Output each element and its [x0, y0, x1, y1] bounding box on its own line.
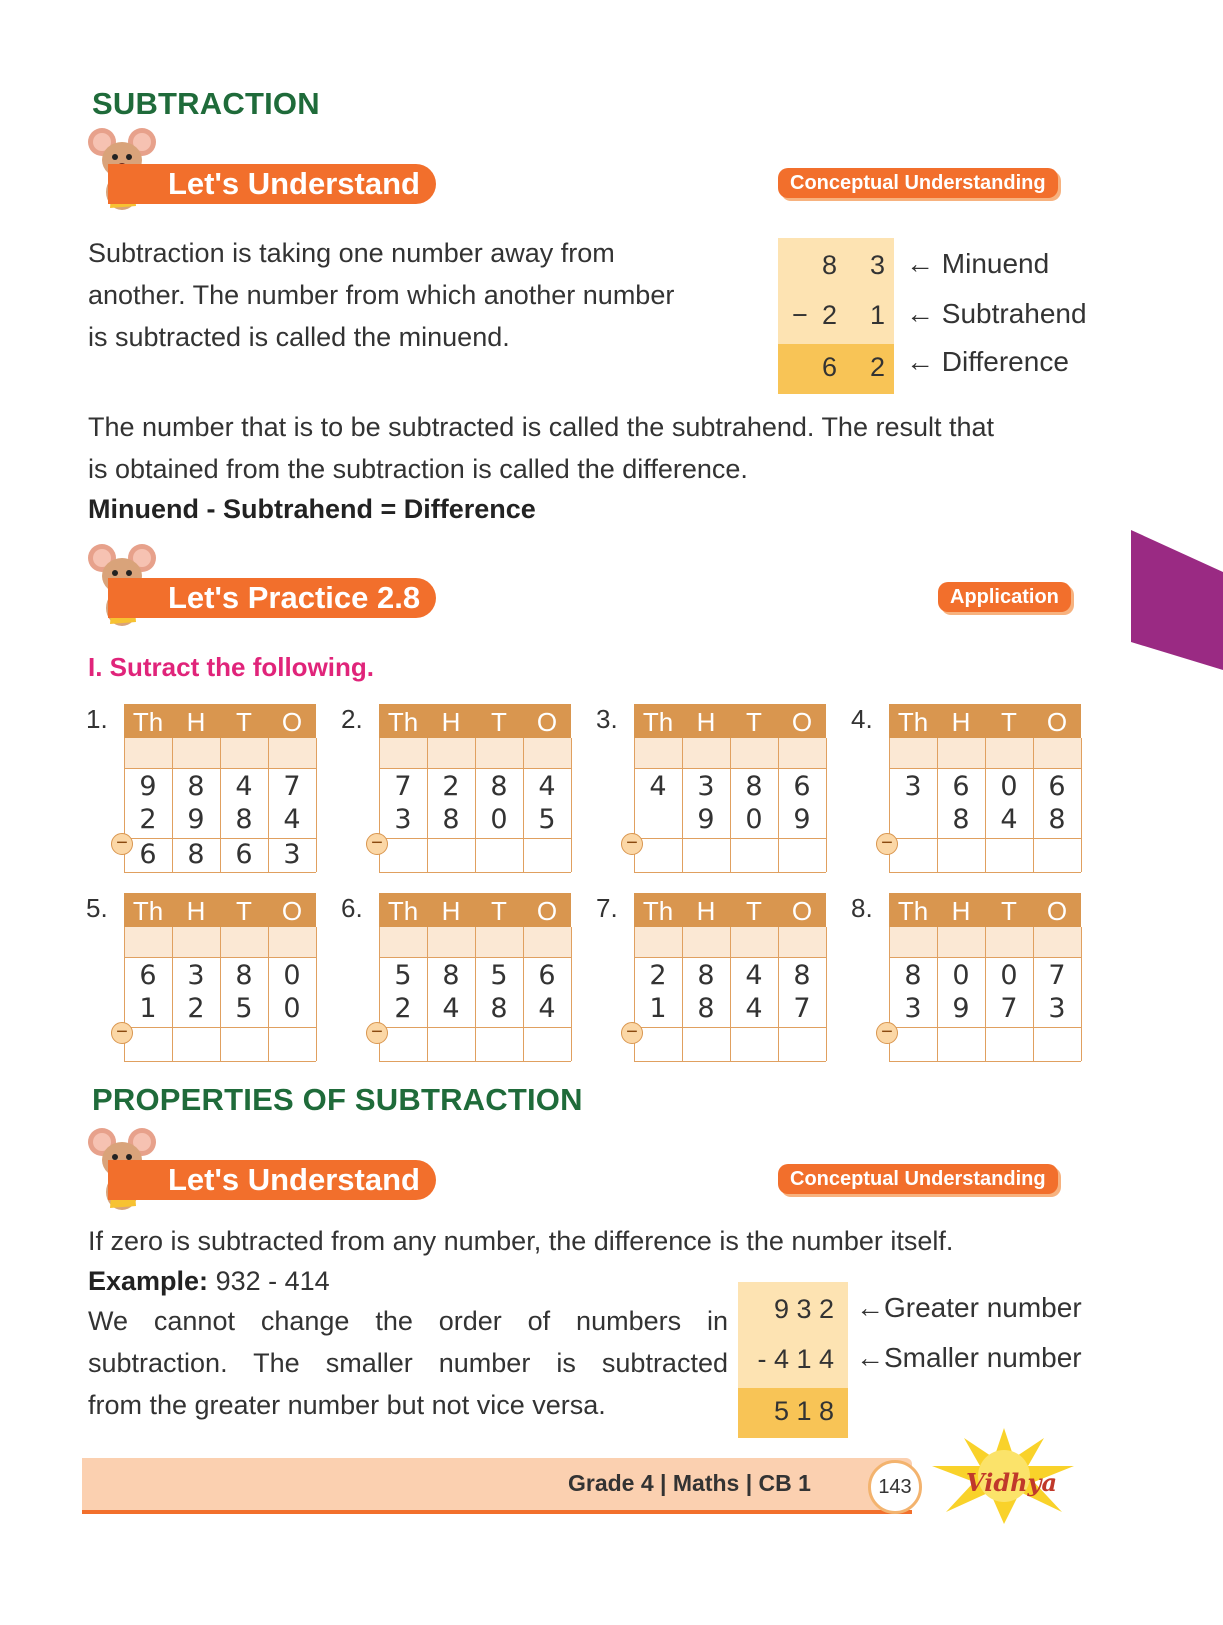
digit-cell: 0 [283, 993, 301, 1024]
grid-line [889, 1061, 1081, 1062]
difference-label: ← Difference [906, 346, 1069, 377]
problem-number: 8. [851, 893, 873, 923]
answer-cell[interactable] [427, 1027, 475, 1061]
grid-line [124, 872, 316, 873]
subtrahend-label: ← Subtrahend [906, 298, 1087, 329]
digit-cell: 7 [394, 771, 412, 802]
place-value-grid [371, 704, 571, 872]
order-example-box: 9 3 2 - 4 1 4 5 1 8 [738, 1282, 848, 1438]
grid-header [124, 893, 316, 927]
digit-cell: 7 [1000, 993, 1018, 1024]
grid-header-cell: H [186, 707, 206, 737]
grid-line [889, 872, 1081, 873]
answer-cell[interactable] [778, 1027, 826, 1061]
lets-practice-banner: Let's Practice 2.8 [108, 578, 436, 618]
definition-paragraph: The number that is to be subtracted is called the subtrahend. The result that is obtained from the subtraction is called the difference. [88, 412, 995, 484]
digit-cell: 8 [697, 993, 715, 1024]
minus-sign-icon: − [111, 1022, 133, 1044]
digit-cell: 0 [1000, 960, 1018, 991]
grid-header-cell: H [951, 896, 971, 926]
grid-line [379, 872, 571, 873]
grid-line [316, 927, 317, 1061]
answer-cell[interactable] [220, 1027, 268, 1061]
grid-line [379, 768, 571, 769]
digit-cell: 6 [139, 960, 157, 991]
side-tab [1131, 530, 1223, 670]
minuend-label: ← Minuend [906, 248, 1050, 279]
digit-cell: 6 [952, 771, 970, 802]
digit-cell: 5 [538, 804, 556, 835]
minus-sign-icon: − [621, 833, 643, 855]
grid-header-cell: Th [642, 707, 674, 737]
grid-header-cell: Th [132, 896, 164, 926]
answer-cell[interactable] [985, 1027, 1033, 1061]
answer-cell[interactable]: 8 [187, 839, 205, 870]
answer-cell[interactable]: 3 [283, 839, 301, 870]
digit-cell: 9 [793, 804, 811, 835]
grid-header-cell: H [186, 896, 206, 926]
grid-header-cell: Th [897, 707, 929, 737]
grid-header-cell: T [746, 896, 762, 926]
lets-understand-banner: Let's Understand [108, 164, 436, 204]
answer-cell[interactable] [937, 1027, 985, 1061]
digit-cell: 9 [139, 771, 157, 802]
page-number: 143 [868, 1460, 922, 1514]
grid-line [826, 927, 827, 1061]
digit-cell: 8 [745, 771, 763, 802]
grid-header-cell: O [791, 707, 813, 737]
digit-cell: 2 [649, 960, 667, 991]
grid-header-cell: Th [132, 707, 164, 737]
answer-cell[interactable] [730, 1027, 778, 1061]
problem-number: 2. [341, 704, 363, 734]
grid-line [889, 768, 1081, 769]
digit-cell: 6 [793, 771, 811, 802]
section-title-properties: PROPERTIES OF SUBTRACTION [92, 1082, 583, 1117]
grid-line [826, 738, 827, 872]
digit-cell: 6 [1048, 771, 1066, 802]
digit-cell: 9 [187, 804, 205, 835]
greater-number-label: ←Greater number [856, 1292, 1082, 1323]
grid-header-cell: H [951, 707, 971, 737]
digit-cell: 3 [394, 804, 412, 835]
answer-cell[interactable] [985, 838, 1033, 872]
grid-header-cell: T [491, 707, 507, 737]
grid-header-cell: O [791, 896, 813, 926]
grid-line [634, 768, 826, 769]
digit-cell: 4 [538, 993, 556, 1024]
application-tag: Application [938, 582, 1071, 612]
digit-cell: 8 [442, 960, 460, 991]
digit-cell: 0 [490, 804, 508, 835]
grid-header-cell: O [536, 707, 558, 737]
grid-header-cell: T [236, 707, 252, 737]
answer-cell[interactable] [682, 1027, 730, 1061]
grid-line [1081, 738, 1082, 872]
digit-cell: 4 [745, 993, 763, 1024]
section-title-subtraction: SUBTRACTION [92, 86, 320, 121]
grid-header-cell: Th [387, 707, 419, 737]
place-value-grid [881, 704, 1081, 872]
digit-cell: 8 [235, 804, 253, 835]
grid-header-cell: H [441, 896, 461, 926]
grid-header-cell: Th [387, 896, 419, 926]
answer-cell[interactable] [682, 838, 730, 872]
footer-line [82, 1510, 912, 1514]
minus-sign-icon: − [366, 833, 388, 855]
digit-cell: 7 [1048, 960, 1066, 991]
minus-sign-icon: − [111, 833, 133, 855]
smaller-number-label: ←Smaller number [856, 1342, 1082, 1373]
grid-line [379, 957, 571, 958]
digit-cell: 8 [1048, 804, 1066, 835]
digit-cell: 2 [187, 993, 205, 1024]
digit-cell: 8 [235, 960, 253, 991]
example-line: Example: 932 - 414 [88, 1266, 330, 1296]
digit-cell: 3 [904, 993, 922, 1024]
grid-header [379, 704, 571, 738]
grid-header-cell: Th [642, 896, 674, 926]
answer-cell[interactable] [937, 838, 985, 872]
problem-number: 4. [851, 704, 873, 734]
grid-line [634, 1061, 826, 1062]
digit-cell: 8 [793, 960, 811, 991]
lets-understand-banner-2: Let's Understand [108, 1160, 436, 1200]
place-value-grid [626, 893, 826, 1061]
digit-cell: 3 [187, 960, 205, 991]
grid-line [124, 768, 316, 769]
digit-cell: 3 [1048, 993, 1066, 1024]
digit-cell: 5 [394, 960, 412, 991]
subtraction-example-box: 8 3 − 2 1 6 2 [778, 238, 894, 394]
digit-cell: 0 [283, 960, 301, 991]
digit-cell: 8 [442, 804, 460, 835]
answer-cell[interactable] [523, 838, 571, 872]
answer-cell[interactable] [730, 838, 778, 872]
grid-header [124, 704, 316, 738]
answer-cell[interactable] [1033, 838, 1081, 872]
grid-line [379, 1061, 571, 1062]
grid-line [316, 738, 317, 872]
place-value-grid [626, 704, 826, 872]
grid-header-cell: H [696, 707, 716, 737]
answer-cell[interactable] [475, 1027, 523, 1061]
answer-cell[interactable]: 6 [235, 839, 253, 870]
answer-cell[interactable]: 6 [139, 839, 157, 870]
footer-text: Grade 4 | Maths | CB 1 [568, 1470, 811, 1496]
problem-number: 7. [596, 893, 618, 923]
grid-header [634, 893, 826, 927]
grid-line [634, 872, 826, 873]
digit-cell: 8 [490, 993, 508, 1024]
digit-cell: 8 [490, 771, 508, 802]
grid-line [634, 957, 826, 958]
grid-line [889, 957, 1081, 958]
digit-cell: 7 [283, 771, 301, 802]
digit-cell: 4 [649, 771, 667, 802]
grid-header [379, 893, 571, 927]
answer-cell[interactable] [427, 838, 475, 872]
digit-cell: 8 [697, 960, 715, 991]
digit-cell: 6 [538, 960, 556, 991]
digit-cell [889, 803, 937, 837]
grid-header [889, 893, 1081, 927]
problem-number: 6. [341, 893, 363, 923]
minus-sign-icon: − [876, 833, 898, 855]
grid-line [571, 927, 572, 1061]
grid-line [571, 738, 572, 872]
answer-cell[interactable] [1033, 1027, 1081, 1061]
place-value-grid [116, 893, 316, 1061]
conceptual-understanding-tag-2: Conceptual Understanding [778, 1164, 1058, 1194]
digit-cell: 1 [139, 993, 157, 1024]
digit-cell: 0 [1000, 771, 1018, 802]
problem-number: 3. [596, 704, 618, 734]
grid-header-cell: O [1046, 896, 1068, 926]
place-value-grid [116, 704, 316, 872]
digit-cell: 2 [139, 804, 157, 835]
digit-cell: 4 [235, 771, 253, 802]
digit-cell: 7 [793, 993, 811, 1024]
problem-number: 5. [86, 893, 108, 923]
place-value-grid [371, 893, 571, 1061]
answer-cell[interactable] [778, 838, 826, 872]
grid-header-cell: T [746, 707, 762, 737]
digit-cell: 4 [283, 804, 301, 835]
answer-cell[interactable] [475, 838, 523, 872]
intro-paragraph: Subtraction is taking one number away from another. The number from which another number is subtracted is called the minuend. [88, 238, 675, 352]
digit-cell: 0 [745, 804, 763, 835]
digit-cell: 8 [904, 960, 922, 991]
digit-cell: 9 [952, 993, 970, 1024]
grid-header-cell: Th [897, 896, 929, 926]
digit-cell: 5 [235, 993, 253, 1024]
digit-cell: 2 [394, 993, 412, 1024]
minus-sign-icon: − [366, 1022, 388, 1044]
grid-header [634, 704, 826, 738]
grid-line [124, 1061, 316, 1062]
grid-header-cell: H [696, 896, 716, 926]
instruction-text: I. Sutract the following. [88, 652, 374, 682]
digit-cell: 3 [904, 771, 922, 802]
digit-cell: 2 [442, 771, 460, 802]
zero-property-text: If zero is subtracted from any number, the difference is the number itself. [88, 1226, 954, 1256]
digit-cell: 5 [490, 960, 508, 991]
grid-header-cell: T [491, 896, 507, 926]
place-value-grid [881, 893, 1081, 1061]
digit-cell: 4 [1000, 804, 1018, 835]
grid-header-cell: T [236, 896, 252, 926]
answer-cell[interactable] [172, 1027, 220, 1061]
grid-header-cell: O [536, 896, 558, 926]
formula-text: Minuend - Subtrahend = Difference [88, 494, 536, 524]
grid-header-cell: T [1001, 896, 1017, 926]
answer-cell[interactable] [523, 1027, 571, 1061]
grid-header-cell: T [1001, 707, 1017, 737]
digit-cell: 4 [745, 960, 763, 991]
minus-sign-icon: − [876, 1022, 898, 1044]
grid-header-cell: O [281, 896, 303, 926]
grid-header [889, 704, 1081, 738]
digit-cell: 8 [187, 771, 205, 802]
answer-cell[interactable] [268, 1027, 316, 1061]
digit-cell: 8 [952, 804, 970, 835]
problem-number: 1. [86, 704, 108, 734]
grid-line [124, 957, 316, 958]
digit-cell: 4 [538, 771, 556, 802]
digit-cell: 9 [697, 804, 715, 835]
digit-cell: 1 [649, 993, 667, 1024]
digit-cell: 3 [697, 771, 715, 802]
minus-sign-icon: − [621, 1022, 643, 1044]
grid-header-cell: O [1046, 707, 1068, 737]
grid-header-cell: O [281, 707, 303, 737]
grid-header-cell: H [441, 707, 461, 737]
order-paragraph: We cannot change the order of numbers in subtraction. The smaller number is subtracted from the greater number but not vice versa. [88, 1306, 728, 1420]
vidhya-logo-text: Vidhya [966, 1468, 1058, 1497]
conceptual-understanding-tag: Conceptual Understanding [778, 168, 1058, 198]
digit-cell [634, 803, 682, 837]
grid-line [1081, 927, 1082, 1061]
digit-cell: 0 [952, 960, 970, 991]
digit-cell: 4 [442, 993, 460, 1024]
